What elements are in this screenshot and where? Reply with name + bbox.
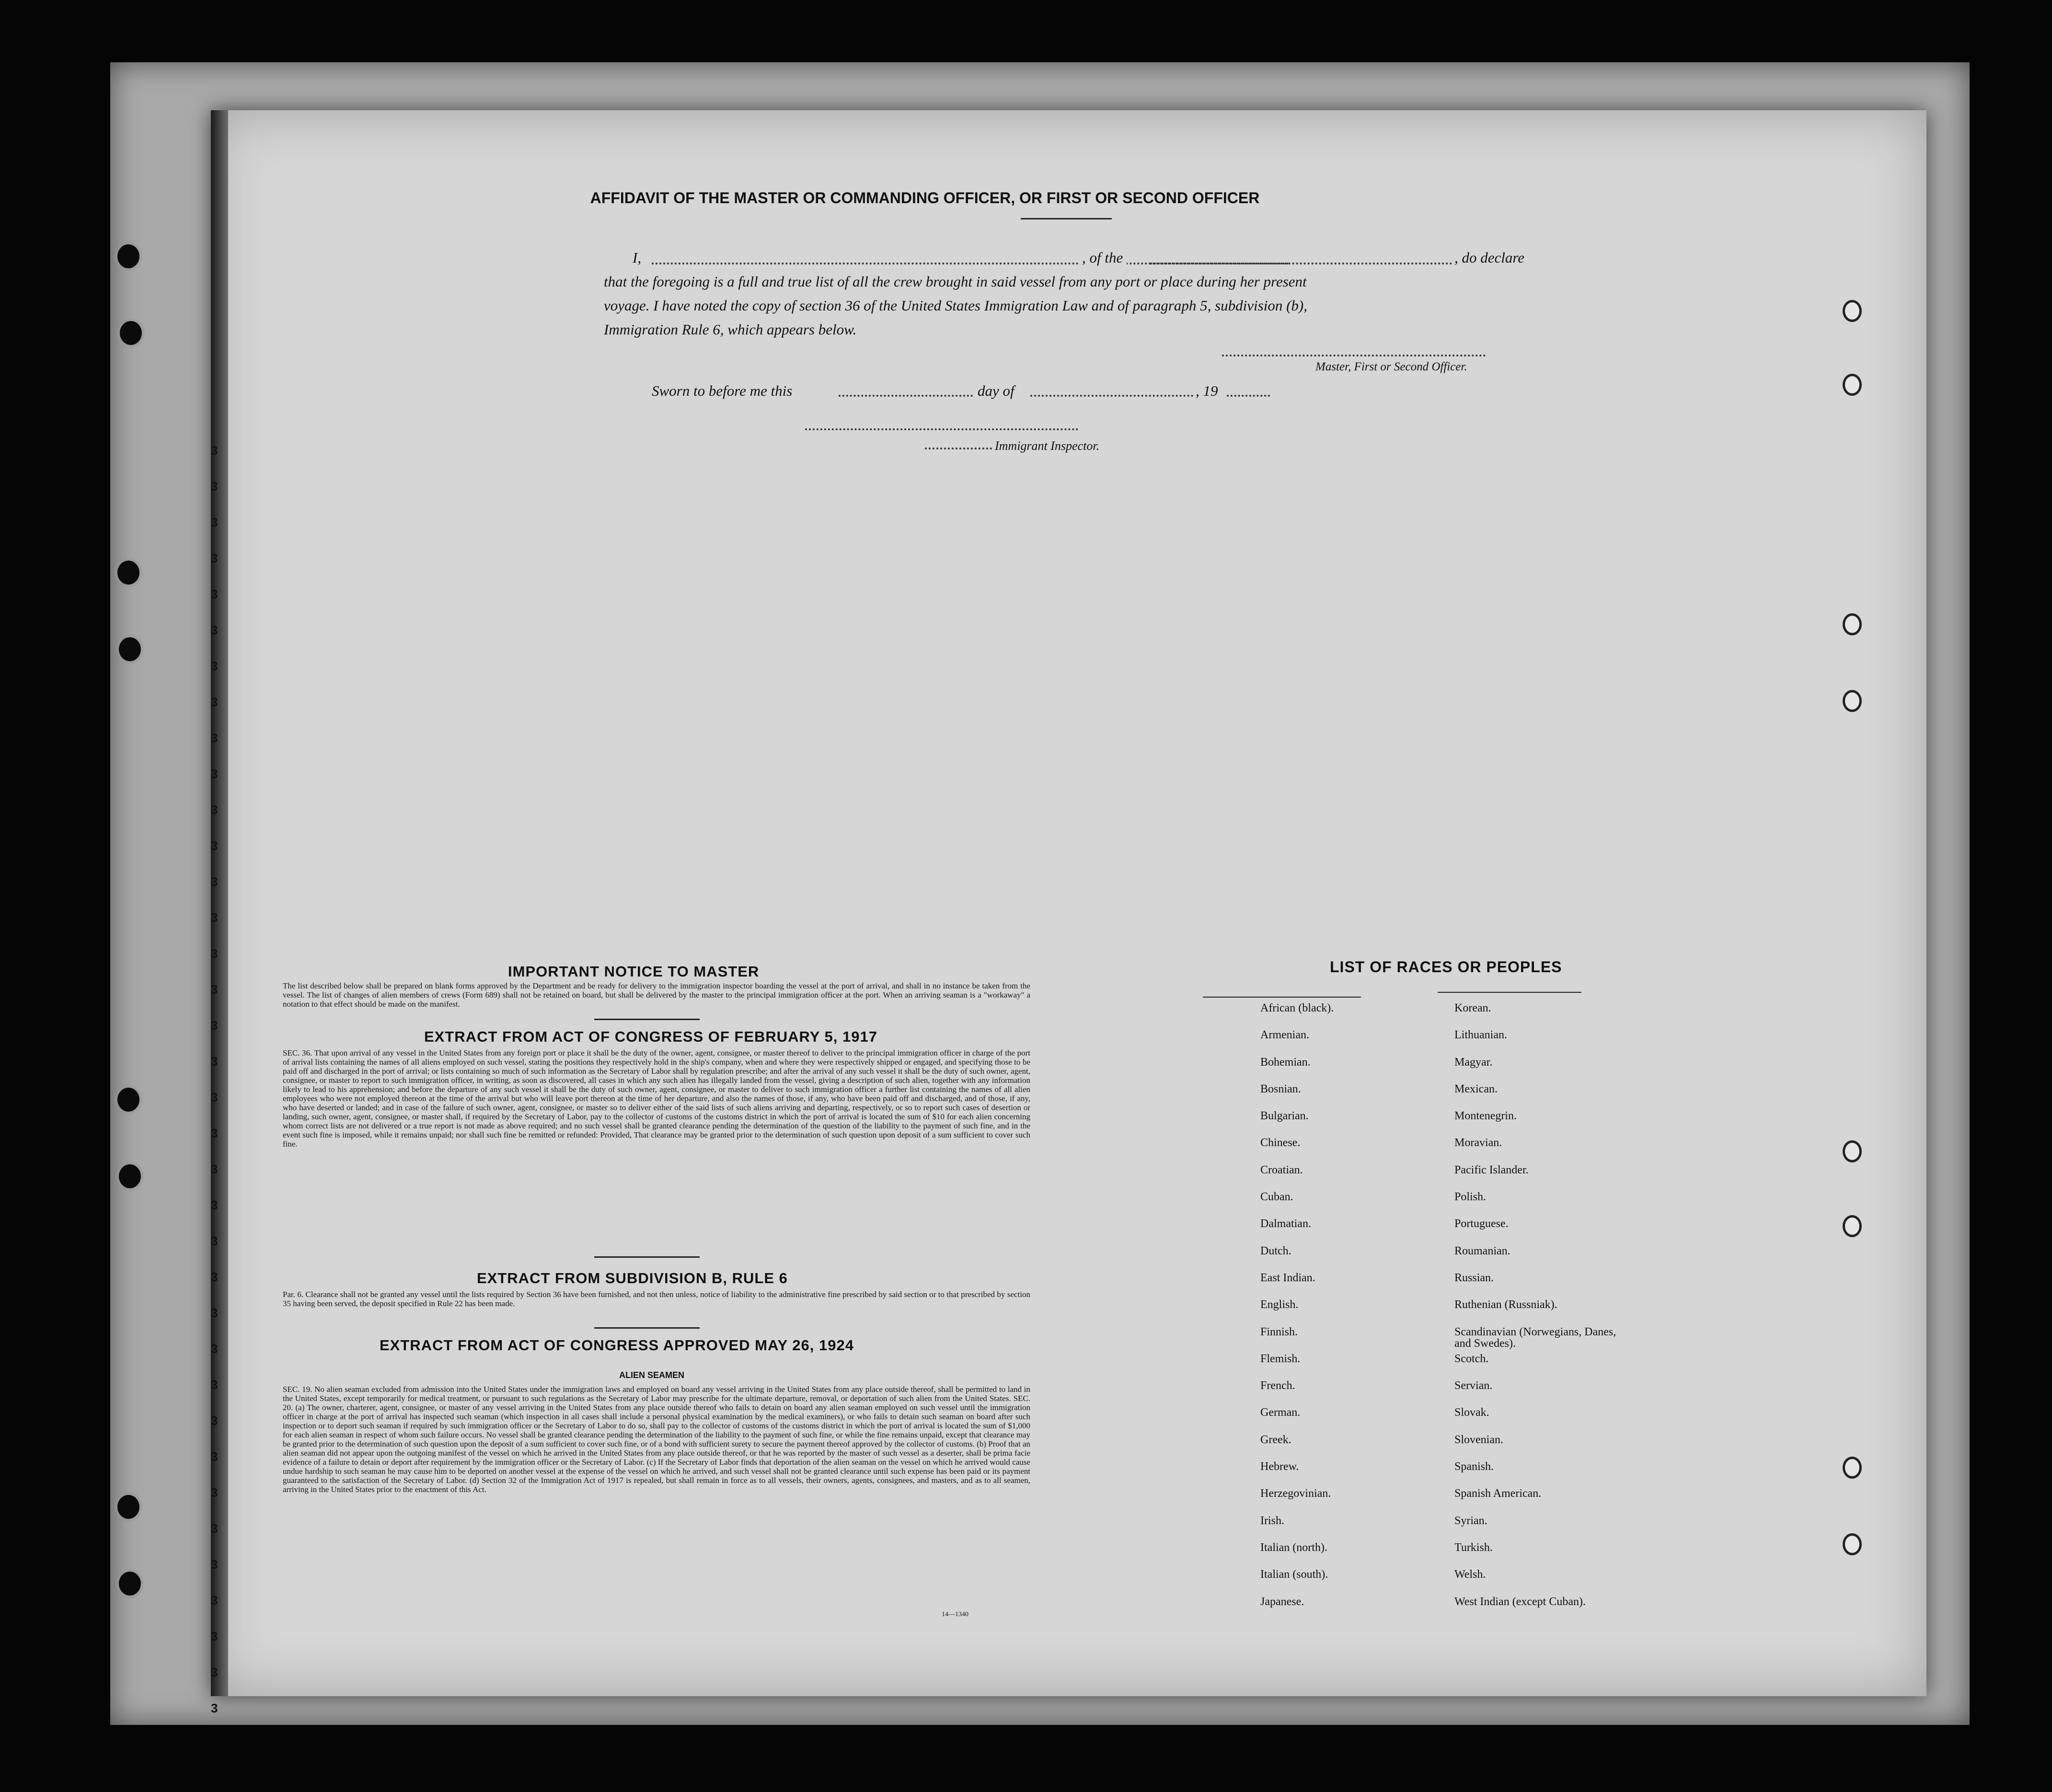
notice-text: The list described below shall be prepared on blank forms approved by the Department and be ready for delivery to the immigration inspector boarding the vessel at the port of arrival, and shall in no instance be taken from the vessel. The list of changes of alien members of crews (Form 689) shall not be retained on board, but shall be delivered by the master to the principal immigration officer at the port. When an arriving seaman is a "workaway" a notation to that effect should be made on the manifest. [283, 981, 1030, 1009]
race-item: Armenian. [1260, 1029, 1309, 1042]
race-item: Slovak. [1454, 1406, 1489, 1419]
year-label: , 19 [1196, 382, 1218, 399]
margin-mark: 3 [211, 1593, 218, 1608]
binder-hole [117, 1495, 139, 1519]
extract-rule6-text: Par. 6. Clearance shall not be granted any vessel until the lists required by Section 36 have been furnished, and not then unless, notice of liability to the administrative fine prescribed by said section or to that prescribed by section 35 having been served, the deposit specified in Rule 22 has been made. [283, 1290, 1030, 1308]
binder-hole [119, 1164, 141, 1188]
day-of-label: day of [978, 382, 1014, 399]
race-item: Korean. [1454, 1002, 1491, 1014]
race-item: Bulgarian. [1260, 1110, 1309, 1123]
race-item: Servian. [1454, 1379, 1493, 1392]
race-item: Russian. [1454, 1271, 1494, 1284]
race-item: West Indian (except Cuban). [1454, 1595, 1586, 1608]
margin-mark: 3 [211, 1234, 218, 1248]
race-item: Spanish. [1454, 1460, 1494, 1473]
race-item: Moravian. [1454, 1137, 1502, 1149]
section-divider [594, 1327, 700, 1329]
binder-hole [117, 244, 139, 268]
binder-hole [117, 561, 139, 585]
race-item: African (black). [1260, 1002, 1334, 1014]
margin-mark: 3 [211, 1198, 218, 1212]
inspector-label: Immigrant Inspector. [995, 439, 1100, 453]
margin-mark: 3 [211, 1018, 218, 1033]
extract-1917-title: EXTRACT FROM ACT OF CONGRESS OF FEBRUARY 5, 1917 [424, 1028, 877, 1045]
punch-ring [1843, 1140, 1862, 1162]
affidavit-title: AFFIDAVIT OF THE MASTER OR COMMANDING OFFICER, OR FIRST OR SECOND OFFICER [590, 189, 1260, 207]
race-item: Magyar. [1454, 1056, 1493, 1068]
sworn-day-field[interactable] [839, 395, 973, 397]
margin-mark: 3 [211, 910, 218, 925]
section-divider [594, 1256, 700, 1258]
races-divider [1438, 992, 1581, 993]
punch-ring [1843, 613, 1862, 635]
races-right-column [1454, 1002, 1617, 1623]
margin-mark: 3 [211, 874, 218, 889]
margin-mark: 3 [211, 1629, 218, 1643]
race-item: Scotch. [1454, 1352, 1489, 1365]
race-item: Portuguese. [1454, 1218, 1509, 1230]
race-item: Irish. [1260, 1514, 1284, 1527]
affidavit-statement-line-3: Immigration Rule 6, which appears below. [604, 321, 857, 338]
race-item: Roumanian. [1454, 1244, 1510, 1257]
race-item: French. [1260, 1379, 1295, 1392]
extract-1917-text: SEC. 36. That upon arrival of any vessel in the United States from any foreign port or place it shall be the duty of the owner, agent, consignee, or master thereof to deliver to the principal immigration officer in charge of the port of arrival lists containing the names of all aliens employed on such vessel, stating the positions they respectively hold in the ship's company, when and where they were respectively shipped or engaged, and specifying those to be paid off and discharged in the port of arrival; or lists containing so much of such information as the Secretary of Labor shall by regulation prescribe; and after the arrival of any such vessel it shall be the duty of such owner, agent, consignee, or master to report to such immigration officer, in writing, as soon as discovered, all cases in which any such alien has illegally landed from the vessel, giving a description of such alien, together with any information likely to lead to his apprehension; and before the departure of any such vessel it shall be the duty of such owner, agent, consignee, or master to deliver to such immigration officer a further list containing the names of all alien employees who were not employed thereon at the time of the arrival but who will leave port thereon at the time of her departure, and also the names of those, if any, who have been paid off and discharged, and of those, if any, who have deserted or landed; and in case of the failure of such owner, agent, consignee, or master so to deliver either of the said lists of such aliens arriving and departing, respectively, or so to report such cases of desertion or landing, such owner, agent, consignee, or master shall, if required by the Secretary of Labor, pay to the collector of customs of the customs district in which the port of arrival is located the sum of $10 for each alien concerning whom correct lists are not delivered or a true report is not made as above required; and no such vessel shall be granted clearance pending the determination of the question of the liability to the payment of such fine, and in the event such fine is imposed, while it remains unpaid; nor shall such fine be remitted or refunded: Provided, That clearance may be granted prior to the determination of such question upon deposit of a sum sufficient to cover such fine. [283, 1048, 1030, 1149]
margin-mark: 3 [211, 479, 218, 494]
margin-mark: 3 [211, 803, 218, 817]
master-signature-label: Master, First or Second Officer. [1315, 360, 1467, 373]
affidavit-statement-line-1: that the foregoing is a full and true list of all the crew brought in said vessel from any port or place during her present [604, 273, 1307, 290]
punch-ring [1843, 300, 1862, 322]
affidavit-i-label: I, [633, 249, 642, 266]
race-item: Pacific Islander. [1454, 1163, 1529, 1176]
margin-mark: 3 [211, 1090, 218, 1104]
race-item: Bohemian. [1260, 1056, 1311, 1068]
extract-1924-subtitle: ALIEN SEAMEN [619, 1370, 684, 1380]
race-item: Spanish American. [1454, 1487, 1542, 1500]
margin-mark: 3 [211, 946, 218, 961]
margin-mark: 3 [211, 695, 218, 709]
binder-hole [117, 1088, 139, 1112]
race-item: Lithuanian. [1454, 1029, 1507, 1042]
form-code: 14—1340 [942, 1611, 968, 1618]
race-item: East Indian. [1260, 1271, 1315, 1284]
race-item: Japanese. [1260, 1595, 1304, 1608]
extract-rule6-title: EXTRACT FROM SUBDIVISION B, RULE 6 [477, 1270, 788, 1287]
punch-ring [1843, 1215, 1862, 1237]
form-page [211, 110, 1926, 1696]
margin-mark: 3 [211, 443, 218, 458]
races-divider [1203, 997, 1361, 998]
margin-mark: 3 [211, 1557, 218, 1572]
margin-mark: 3 [211, 982, 218, 997]
race-item: Bosnian. [1260, 1082, 1301, 1095]
race-item: Dalmatian. [1260, 1218, 1311, 1230]
binder-hole [119, 637, 141, 661]
margin-mark: 3 [211, 1270, 218, 1284]
race-item: Welsh. [1454, 1568, 1486, 1581]
punch-ring [1843, 690, 1862, 712]
race-item: Italian (north). [1260, 1541, 1327, 1554]
section-divider [594, 1019, 700, 1020]
inspector-signature-field-2[interactable] [925, 448, 992, 449]
margin-mark: 3 [211, 1342, 218, 1356]
margin-mark: 3 [211, 1378, 218, 1392]
margin-mark: 3 [211, 515, 218, 529]
margin-mark: 3 [211, 1449, 218, 1464]
race-item: Scandinavian (Norwegians, Danes, and Swedes). [1454, 1325, 1616, 1350]
sworn-month-field[interactable] [1030, 395, 1193, 397]
margin-mark: 3 [211, 1665, 218, 1679]
affidavit-statement-line-2: voyage. I have noted the copy of section 36 of the United States Immigration Law and of paragraph 5, subdivision (b), [604, 297, 1307, 314]
races-title: LIST OF RACES OR PEOPLES [1330, 958, 1562, 976]
race-item: Syrian. [1454, 1514, 1487, 1527]
margin-mark: 3 [211, 1054, 218, 1068]
affidavit-do-declare-label: , do declare [1454, 249, 1525, 266]
punch-ring [1843, 374, 1862, 396]
race-item: Cuban. [1260, 1191, 1293, 1204]
race-item: Chinese. [1260, 1137, 1301, 1149]
race-item: Dutch. [1260, 1244, 1291, 1257]
sworn-year-field[interactable] [1227, 395, 1270, 397]
punch-ring [1843, 1533, 1862, 1555]
races-left-column [1260, 1002, 1334, 1623]
binder-hole [119, 1572, 141, 1596]
extract-1924-text: SEC. 19. No alien seaman excluded from admission into the United States under the immigration laws and employed on board any vessel arriving in the United States from any place outside thereof, shall be permitted to land in the United States, except temporarily for medical treatment, or pursuant to such regulations as the Secretary of Labor may prescribe for the ultimate departure, removal, or deportation of such alien from the United States. SEC. 20. (a) The owner, charterer, agent, consignee, or master of any vessel arriving in the United States from any place outside thereof who fails to detain on board any alien seaman employed on such vessel until the immigration officer in charge at the port of arrival has inspected such seaman (which inspection in all cases shall include a personal physical examination by the medical examiners), or who fails to detain such seaman on board after such inspection or to deport such seaman if required by such immigration officer or the Secretary of Labor to do so, shall pay to the collector of customs of the customs district in which the port of arrival is located the sum of $1,000 for each alien seaman in respect of whom such failure occurs. No vessel shall be granted clearance pending the determination of the liability to the payment of such fine, or while the fine remains unpaid, except that clearance may be granted prior to the determination of such question upon the deposit of a sum sufficient to cover such fine, or of a bond with sufficient surety to secure the payment thereof approved by the collector of customs. (b) Proof that an alien seaman did not appear upon the outgoing manifest of the vessel on which he arrived in the United States from any place outside thereof, or that he was reported by the master of such vessel as a deserter, shall be prima facie evidence of a failure to detain or deport after requirement by the immigration officer or the Secretary of Labor. (c) If the Secretary of Labor finds that deportation of the alien seaman on the vessel on which he arrived would cause undue hardship to such seaman he may cause him to be deported on another vessel at the expense of the vessel on which he arrived, and such vessel shall not be granted clearance until such expense has been paid or its payment guaranteed to the satisfaction of the Secretary of Labor. (d) Section 32 of the Immigration Act of 1917 is repealed, but shall remain in force as to all vessels, their owners, agents, consignees, and masters, and as to all seamen, arriving in the United States prior to the enactment of this Act. [283, 1385, 1030, 1494]
margin-mark: 3 [211, 1306, 218, 1320]
punch-ring [1843, 1457, 1862, 1479]
margin-mark: 3 [211, 839, 218, 853]
margin-mark: 3 [211, 659, 218, 673]
race-item: English. [1260, 1298, 1299, 1311]
affidavit-of-the-label: , of the [1078, 249, 1127, 266]
margin-mark: 3 [211, 767, 218, 781]
vessel-name-field[interactable] [1150, 263, 1452, 264]
affidavit-title-rule [1021, 218, 1112, 219]
race-item: Finnish. [1260, 1325, 1298, 1338]
extract-1924-title: EXTRACT FROM ACT OF CONGRESS APPROVED MAY 26, 1924 [380, 1337, 854, 1354]
race-item: Greek. [1260, 1433, 1291, 1446]
master-signature-field[interactable] [1222, 355, 1486, 356]
margin-mark: 3 [211, 623, 218, 637]
race-item: Slovenian. [1454, 1433, 1503, 1446]
binder-hole [120, 321, 142, 345]
margin-mark: 3 [211, 1162, 218, 1176]
race-item: Croatian. [1260, 1163, 1303, 1176]
margin-mark: 3 [211, 1701, 218, 1715]
margin-mark: 3 [211, 1413, 218, 1428]
margin-mark: 3 [211, 731, 218, 745]
race-item: Polish. [1454, 1191, 1487, 1204]
sworn-label: Sworn to before me this [652, 382, 793, 399]
margin-mark: 3 [211, 1521, 218, 1536]
race-item: Turkish. [1454, 1541, 1493, 1554]
race-item: Ruthenian (Russniak). [1454, 1298, 1557, 1311]
margin-mark: 3 [211, 551, 218, 565]
notice-title: IMPORTANT NOTICE TO MASTER [508, 963, 760, 980]
race-item: Italian (south). [1260, 1568, 1328, 1581]
margin-mark: 3 [211, 587, 218, 601]
race-item: German. [1260, 1406, 1301, 1419]
inspector-signature-field[interactable] [805, 428, 1078, 430]
race-item: Hebrew. [1260, 1460, 1299, 1473]
race-item: Flemish. [1260, 1352, 1301, 1365]
margin-mark: 3 [211, 1485, 218, 1500]
margin-mark: 3 [211, 1126, 218, 1140]
race-item: Herzegovinian. [1260, 1487, 1331, 1500]
race-item: Montenegrin. [1454, 1110, 1517, 1123]
race-item: Mexican. [1454, 1082, 1498, 1095]
